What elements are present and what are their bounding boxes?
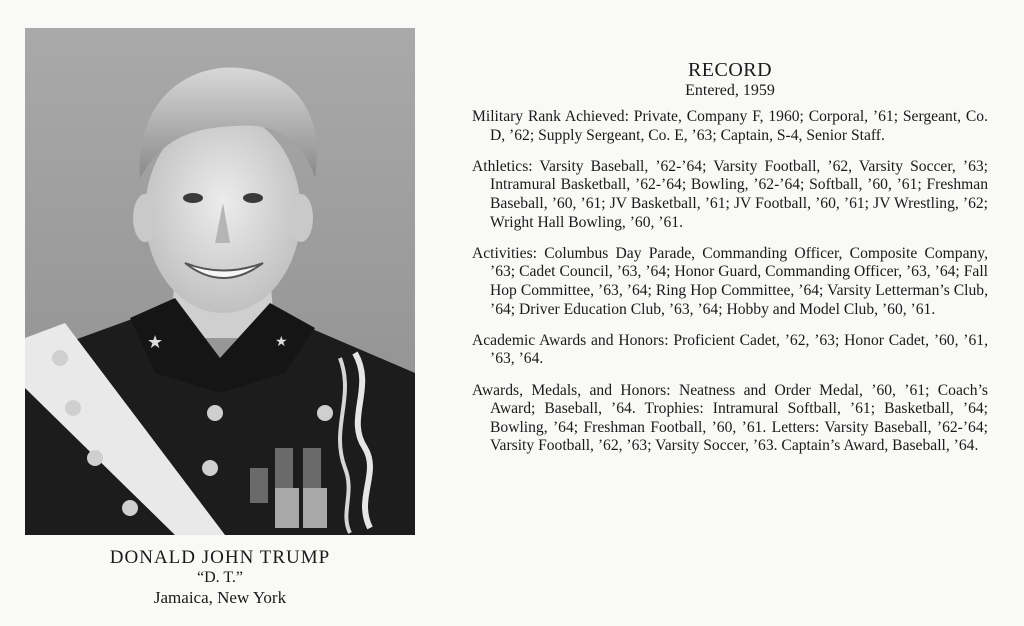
- record-body: [472, 108, 988, 456]
- svg-text:★: ★: [275, 334, 288, 350]
- record-title: RECORD: [687, 59, 773, 81]
- record-activities: Activities: Columbus Day Parade, Commanding Officer, Composite Company, ’63; Cadet Council, ’63, ’64; Honor Guard, Commanding Officer, ’63, ’64; Fall Hop Committee, ’63, ’64; Ring Hop Committee, ’64; Varsity Letterman’s Club, ’64; Driver Education Club, ’63, ’64; Hobby and Model Club, ’60, ’61.: [472, 244, 988, 318]
- record-athletics: Athletics: Varsity Baseball, ’62-’64; Varsity Football, ’62, Varsity Soccer, ’63; Intramural Basketball, ’62-’64; Bowling, ’62-’64; Softball, ’60, ’61; Freshman Baseball, ’60, ’61; JV Basketball, ’61; JV Football, ’60, ’61; JV Wrestling, ’62; Wright Hall Bowling, ’60, ’61.: [472, 157, 988, 231]
- portrait-photo: [25, 28, 415, 535]
- student-name: DONALD JOHN TRUMP: [109, 547, 331, 568]
- student-hometown: Jamaica, New York: [153, 588, 287, 607]
- record-military-rank: Military Rank Achieved: Private, Company F, 1960; Corporal, ’61; Sergeant, Co. D, ’62; Supply Sergeant, Co. E, ’63; Captain, S-4, Senior Staff.: [472, 108, 988, 144]
- record-academic-awards: Academic Awards and Honors: Proficient Cadet, ’62, ’63; Honor Cadet, ’60, ’61, ’63, ’64.: [472, 331, 988, 368]
- portrait-image: [25, 28, 415, 535]
- photo-caption: [25, 548, 415, 608]
- student-nickname: “D. T.”: [196, 569, 244, 586]
- svg-text:★: ★: [147, 332, 164, 353]
- record-header: [472, 59, 988, 101]
- record-entered: Entered, 1959: [685, 82, 775, 99]
- record-awards-medals: Awards, Medals, and Honors: Neatness and Order Medal, ’60, ’61; Coach’s Award; Baseball, ’64. Trophies: Intramural Softball, ’61; Basketball, ’64; Bowling, ’64; Freshman Football, ’60, ’61. Letters: Varsity Baseball, ’62-’64; Varsity Football, ’62, ’63; Varsity Soccer, ’63. Captain’s Award, Baseball, ’64.: [472, 381, 988, 455]
